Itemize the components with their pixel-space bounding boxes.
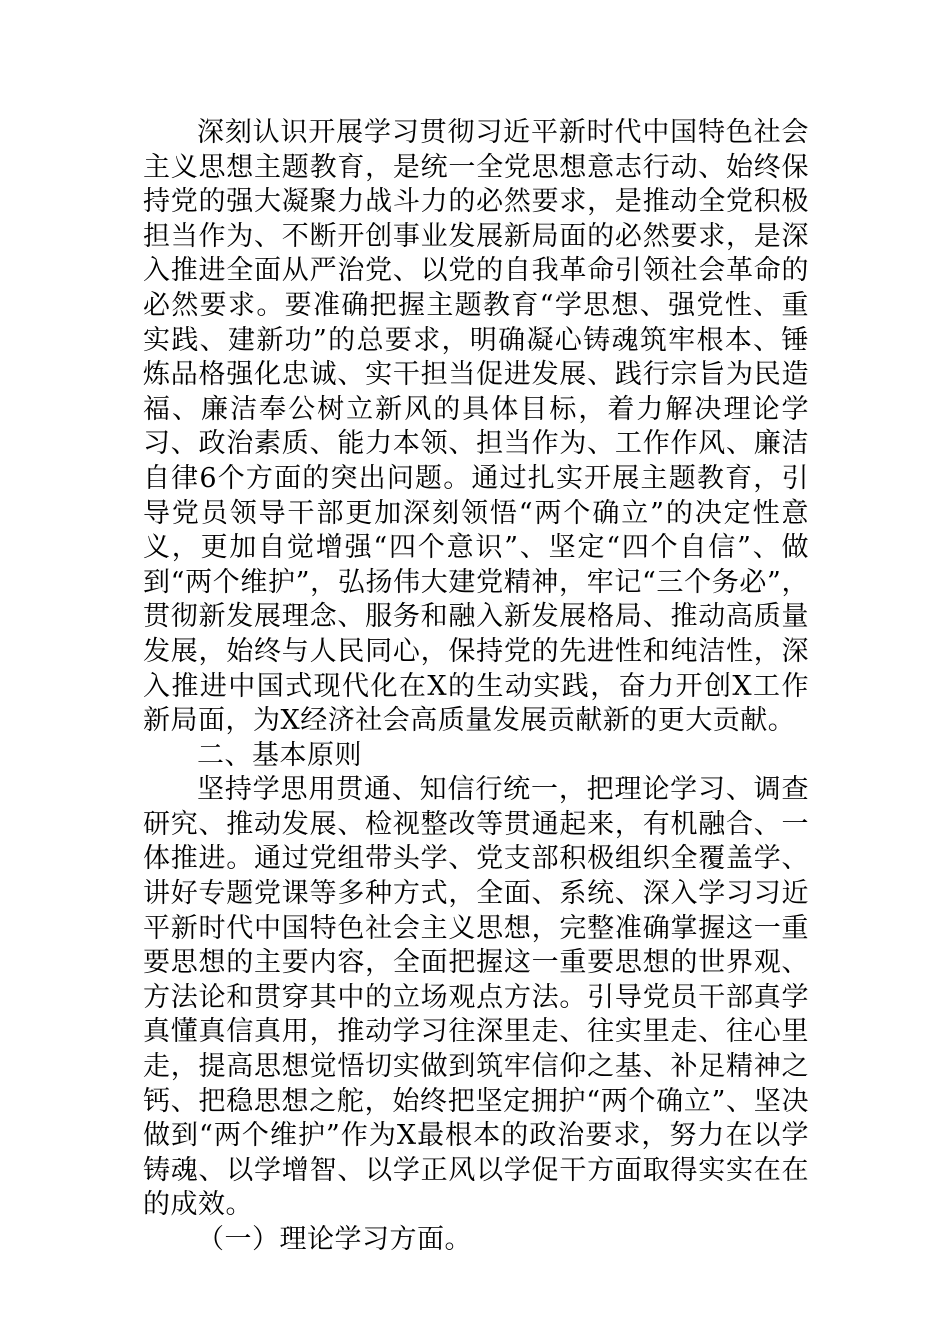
paragraph-principles: 坚持学思用贯通、知信行统一，把理论学习、调查研究、推动发展、检视整改等贯通起来，有机融合、一体推进。通过党组带头学、党支部积极组织全覆盖学、讲好专题党课等多种方式，全面、系统、深入学习习近平新时代中国特色社会主义思想，完整准确掌握这一重要思想的主要内容，全面把握这一重要思想的世界观、方法论和贯穿其中的立场观点方法。引导党员干部真学真懂真信真用，推动学习往深里走、往实里走、往心里走，提高思想觉悟切实做到筑牢信仰之基、补足精神之钙、把稳思想之舵，始终把坚定拥护“两个确立”、坚决做到“两个维护”作为X最根本的政治要求，努力在以学铸魂、以学增智、以学正风以学促干方面取得实实在在的成效。 [143,774,809,1221]
section-heading-basic-principles: 二、基本原则 [197,739,362,771]
subsection-heading-theory-study: （一）理论学习方面。 [197,1224,472,1255]
document-body [143,116,809,1258]
paragraph-theme-education: 深刻认识开展学习贯彻习近平新时代中国特色社会主义思想主题教育，是统一全党思想意志行动、始终保持党的强大凝聚力战斗力的必然要求，是推动全党积极担当作为、不断开创事业发展新局面的必然要求，是深入推进全面从严治党、以党的自我革命引领社会革命的必然要求。要准确把握主题教育“学思想、强党性、重实践、建新功”的总要求，明确凝心铸魂筑牢根本、锤炼品格强化忠诚、实干担当促进发展、践行宗旨为民造福、廉洁奉公树立新风的具体目标，着力解决理论学习、政治素质、能力本领、担当作为、工作作风、廉洁自律6个方面的突出问题。通过扎实开展主题教育，引导党员领导干部更加深刻领悟“两个确立”的决定性意义，更加自觉增强“四个意识”、坚定“四个自信”、做到“两个维护”，弘扬伟大建党精神，牢记“三个务必”，贯彻新发展理念、服务和融入新发展格局、推动高质量发展，始终与人民同心，保持党的先进性和纯洁性，深入推进中国式现代化在X的生动实践，奋力开创X工作新局面，为X经济社会高质量发展贡献新的更大贡献。 [143,117,809,737]
